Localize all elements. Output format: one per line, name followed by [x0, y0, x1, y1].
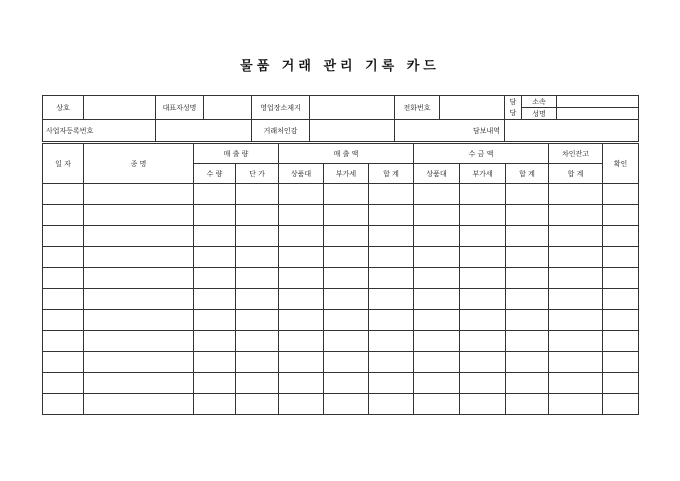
subheader-total-3: 합 계 [549, 164, 603, 184]
table-row [43, 310, 639, 331]
table-row [43, 331, 639, 352]
table-cell[interactable] [506, 289, 549, 310]
table-cell[interactable] [460, 394, 506, 415]
table-cell[interactable] [460, 331, 506, 352]
table-cell[interactable] [460, 373, 506, 394]
table-cell[interactable] [279, 352, 324, 373]
table-cell[interactable] [414, 289, 460, 310]
table-cell[interactable] [324, 394, 369, 415]
dang-label: 당 [505, 108, 522, 120]
table-cell[interactable] [279, 268, 324, 289]
table-cell[interactable] [414, 394, 460, 415]
header-sales-qty: 매 출 량 [194, 144, 279, 164]
table-cell[interactable] [84, 205, 194, 226]
company-info-table [42, 95, 639, 142]
business-address-label: 영업장소재지 [252, 96, 310, 120]
subheader-vat-2: 부가세 [460, 164, 506, 184]
table-cell[interactable] [414, 247, 460, 268]
subheader-total-1: 합 계 [369, 164, 414, 184]
business-reg-no-text: 사업자등록번호 [46, 126, 94, 135]
table-cell[interactable] [414, 268, 460, 289]
table-cell[interactable] [414, 331, 460, 352]
table-cell[interactable] [324, 268, 369, 289]
table-cell[interactable] [279, 247, 324, 268]
name-value[interactable] [557, 108, 639, 120]
table-cell[interactable] [236, 352, 279, 373]
table-cell[interactable] [194, 226, 236, 247]
table-cell[interactable] [603, 247, 639, 268]
seal-label: 거래처인감 [252, 120, 310, 142]
table-cell[interactable] [369, 247, 414, 268]
table-cell[interactable] [194, 331, 236, 352]
table-cell[interactable] [460, 205, 506, 226]
table-cell[interactable] [324, 184, 369, 205]
table-cell[interactable] [506, 247, 549, 268]
table-cell[interactable] [194, 247, 236, 268]
table-cell[interactable] [549, 289, 603, 310]
table-cell[interactable] [279, 226, 324, 247]
table-cell[interactable] [324, 289, 369, 310]
table-cell[interactable] [43, 247, 84, 268]
company-value[interactable] [84, 96, 156, 120]
table-cell[interactable] [84, 268, 194, 289]
table-cell[interactable] [603, 268, 639, 289]
table-cell[interactable] [414, 226, 460, 247]
table-cell[interactable] [84, 331, 194, 352]
table-cell[interactable] [84, 184, 194, 205]
table-cell[interactable] [43, 289, 84, 310]
table-cell[interactable] [414, 373, 460, 394]
header-balance: 차인잔고 [549, 144, 603, 164]
table-cell[interactable] [236, 268, 279, 289]
phone-label: 전화번호 [395, 96, 440, 120]
table-cell[interactable] [324, 373, 369, 394]
representative-label: 대표자성명 [156, 96, 204, 120]
collateral-label: 담보내역 [395, 120, 505, 142]
seal-value[interactable] [310, 120, 395, 142]
table-cell[interactable] [43, 268, 84, 289]
table-cell[interactable] [236, 394, 279, 415]
table-cell[interactable] [236, 205, 279, 226]
table-cell[interactable] [549, 184, 603, 205]
header-confirm: 확인 [603, 144, 639, 184]
table-row [43, 247, 639, 268]
table-cell[interactable] [236, 247, 279, 268]
table-cell[interactable] [43, 352, 84, 373]
table-cell[interactable] [84, 352, 194, 373]
table-cell[interactable] [194, 268, 236, 289]
table-cell[interactable] [603, 289, 639, 310]
table-cell[interactable] [43, 184, 84, 205]
business-address-value[interactable] [310, 96, 395, 120]
table-cell[interactable] [279, 373, 324, 394]
table-cell[interactable] [603, 352, 639, 373]
table-cell[interactable] [236, 310, 279, 331]
table-cell[interactable] [603, 226, 639, 247]
table-cell[interactable] [369, 352, 414, 373]
transaction-grid [42, 143, 639, 415]
table-cell[interactable] [369, 394, 414, 415]
table-cell[interactable] [43, 394, 84, 415]
table-cell[interactable] [279, 289, 324, 310]
business-reg-no-value[interactable] [156, 120, 252, 142]
table-cell[interactable] [506, 205, 549, 226]
table-row [43, 289, 639, 310]
table-cell[interactable] [279, 310, 324, 331]
subheader-unit-price: 단 가 [236, 164, 279, 184]
table-cell[interactable] [43, 310, 84, 331]
table-cell[interactable] [369, 373, 414, 394]
table-cell[interactable] [603, 310, 639, 331]
table-cell[interactable] [194, 289, 236, 310]
table-cell[interactable] [236, 373, 279, 394]
table-cell[interactable] [279, 205, 324, 226]
subheader-total-2: 합 계 [506, 164, 549, 184]
table-cell[interactable] [506, 352, 549, 373]
table-cell[interactable] [324, 331, 369, 352]
table-cell[interactable] [324, 310, 369, 331]
table-cell[interactable] [369, 331, 414, 352]
company-label: 상호 [43, 96, 84, 120]
table-cell[interactable] [549, 268, 603, 289]
subheader-qty: 수 량 [194, 164, 236, 184]
table-cell[interactable] [549, 226, 603, 247]
table-cell[interactable] [324, 226, 369, 247]
table-row [43, 373, 639, 394]
table-cell[interactable] [84, 226, 194, 247]
table-cell[interactable] [506, 394, 549, 415]
subheader-goods-price-2: 상품대 [414, 164, 460, 184]
subheader-goods-price-1: 상품대 [279, 164, 324, 184]
table-cell[interactable] [194, 184, 236, 205]
table-cell[interactable] [84, 373, 194, 394]
header-receipt: 수 금 액 [414, 144, 549, 164]
table-cell[interactable] [369, 226, 414, 247]
table-cell[interactable] [506, 310, 549, 331]
table-cell[interactable] [236, 289, 279, 310]
table-cell[interactable] [43, 205, 84, 226]
table-cell[interactable] [506, 268, 549, 289]
table-cell[interactable] [194, 373, 236, 394]
affiliation-label: 소속 [522, 96, 557, 108]
table-row [43, 184, 639, 205]
dam-label: 담 [505, 96, 522, 108]
table-cell[interactable] [603, 373, 639, 394]
header-sales-amount: 매 출 액 [279, 144, 414, 164]
representative-value[interactable] [204, 96, 252, 120]
table-cell[interactable] [279, 184, 324, 205]
table-cell[interactable] [460, 310, 506, 331]
table-cell[interactable] [506, 331, 549, 352]
table-cell[interactable] [603, 331, 639, 352]
table-cell[interactable] [236, 184, 279, 205]
table-cell[interactable] [549, 247, 603, 268]
table-cell[interactable] [369, 205, 414, 226]
table-cell[interactable] [324, 247, 369, 268]
table-cell[interactable] [460, 268, 506, 289]
table-cell[interactable] [549, 205, 603, 226]
table-cell[interactable] [603, 205, 639, 226]
table-cell[interactable] [460, 226, 506, 247]
name-label: 성명 [522, 108, 557, 120]
affiliation-value[interactable] [557, 96, 639, 108]
table-cell[interactable] [43, 226, 84, 247]
table-cell[interactable] [460, 289, 506, 310]
table-cell[interactable] [460, 352, 506, 373]
table-cell[interactable] [369, 268, 414, 289]
table-cell[interactable] [549, 394, 603, 415]
table-cell[interactable] [84, 247, 194, 268]
page-title: 물품 거래 관리 기록 카드 [240, 59, 440, 74]
table-cell[interactable] [414, 310, 460, 331]
table-cell[interactable] [324, 205, 369, 226]
business-reg-no-label [43, 120, 156, 142]
table-row [43, 226, 639, 247]
table-row [43, 268, 639, 289]
header-date: 일 자 [43, 144, 84, 184]
table-cell[interactable] [236, 226, 279, 247]
table-cell[interactable] [324, 352, 369, 373]
table-cell[interactable] [84, 289, 194, 310]
table-cell[interactable] [194, 394, 236, 415]
header-item: 종 명 [84, 144, 194, 184]
grid-body [43, 184, 639, 415]
subheader-vat-1: 부가세 [324, 164, 369, 184]
table-cell[interactable] [43, 331, 84, 352]
table-cell[interactable] [279, 331, 324, 352]
table-cell[interactable] [369, 310, 414, 331]
table-cell[interactable] [369, 289, 414, 310]
table-cell[interactable] [369, 184, 414, 205]
table-cell[interactable] [236, 331, 279, 352]
table-cell[interactable] [549, 373, 603, 394]
table-cell[interactable] [84, 310, 194, 331]
table-cell[interactable] [414, 352, 460, 373]
table-cell[interactable] [194, 352, 236, 373]
collateral-value[interactable] [505, 120, 639, 142]
table-cell[interactable] [414, 205, 460, 226]
table-row [43, 205, 639, 226]
table-cell[interactable] [506, 373, 549, 394]
table-cell[interactable] [194, 205, 236, 226]
table-cell[interactable] [603, 184, 639, 205]
table-cell[interactable] [506, 226, 549, 247]
table-row [43, 394, 639, 415]
table-cell[interactable] [414, 184, 460, 205]
table-cell[interactable] [549, 352, 603, 373]
table-row [43, 352, 639, 373]
phone-value[interactable] [440, 96, 505, 120]
table-cell[interactable] [279, 394, 324, 415]
table-cell[interactable] [84, 394, 194, 415]
table-cell[interactable] [603, 394, 639, 415]
table-cell[interactable] [194, 310, 236, 331]
table-cell[interactable] [460, 247, 506, 268]
table-cell[interactable] [549, 331, 603, 352]
table-cell[interactable] [549, 310, 603, 331]
table-cell[interactable] [460, 184, 506, 205]
table-cell[interactable] [43, 373, 84, 394]
table-cell[interactable] [506, 184, 549, 205]
